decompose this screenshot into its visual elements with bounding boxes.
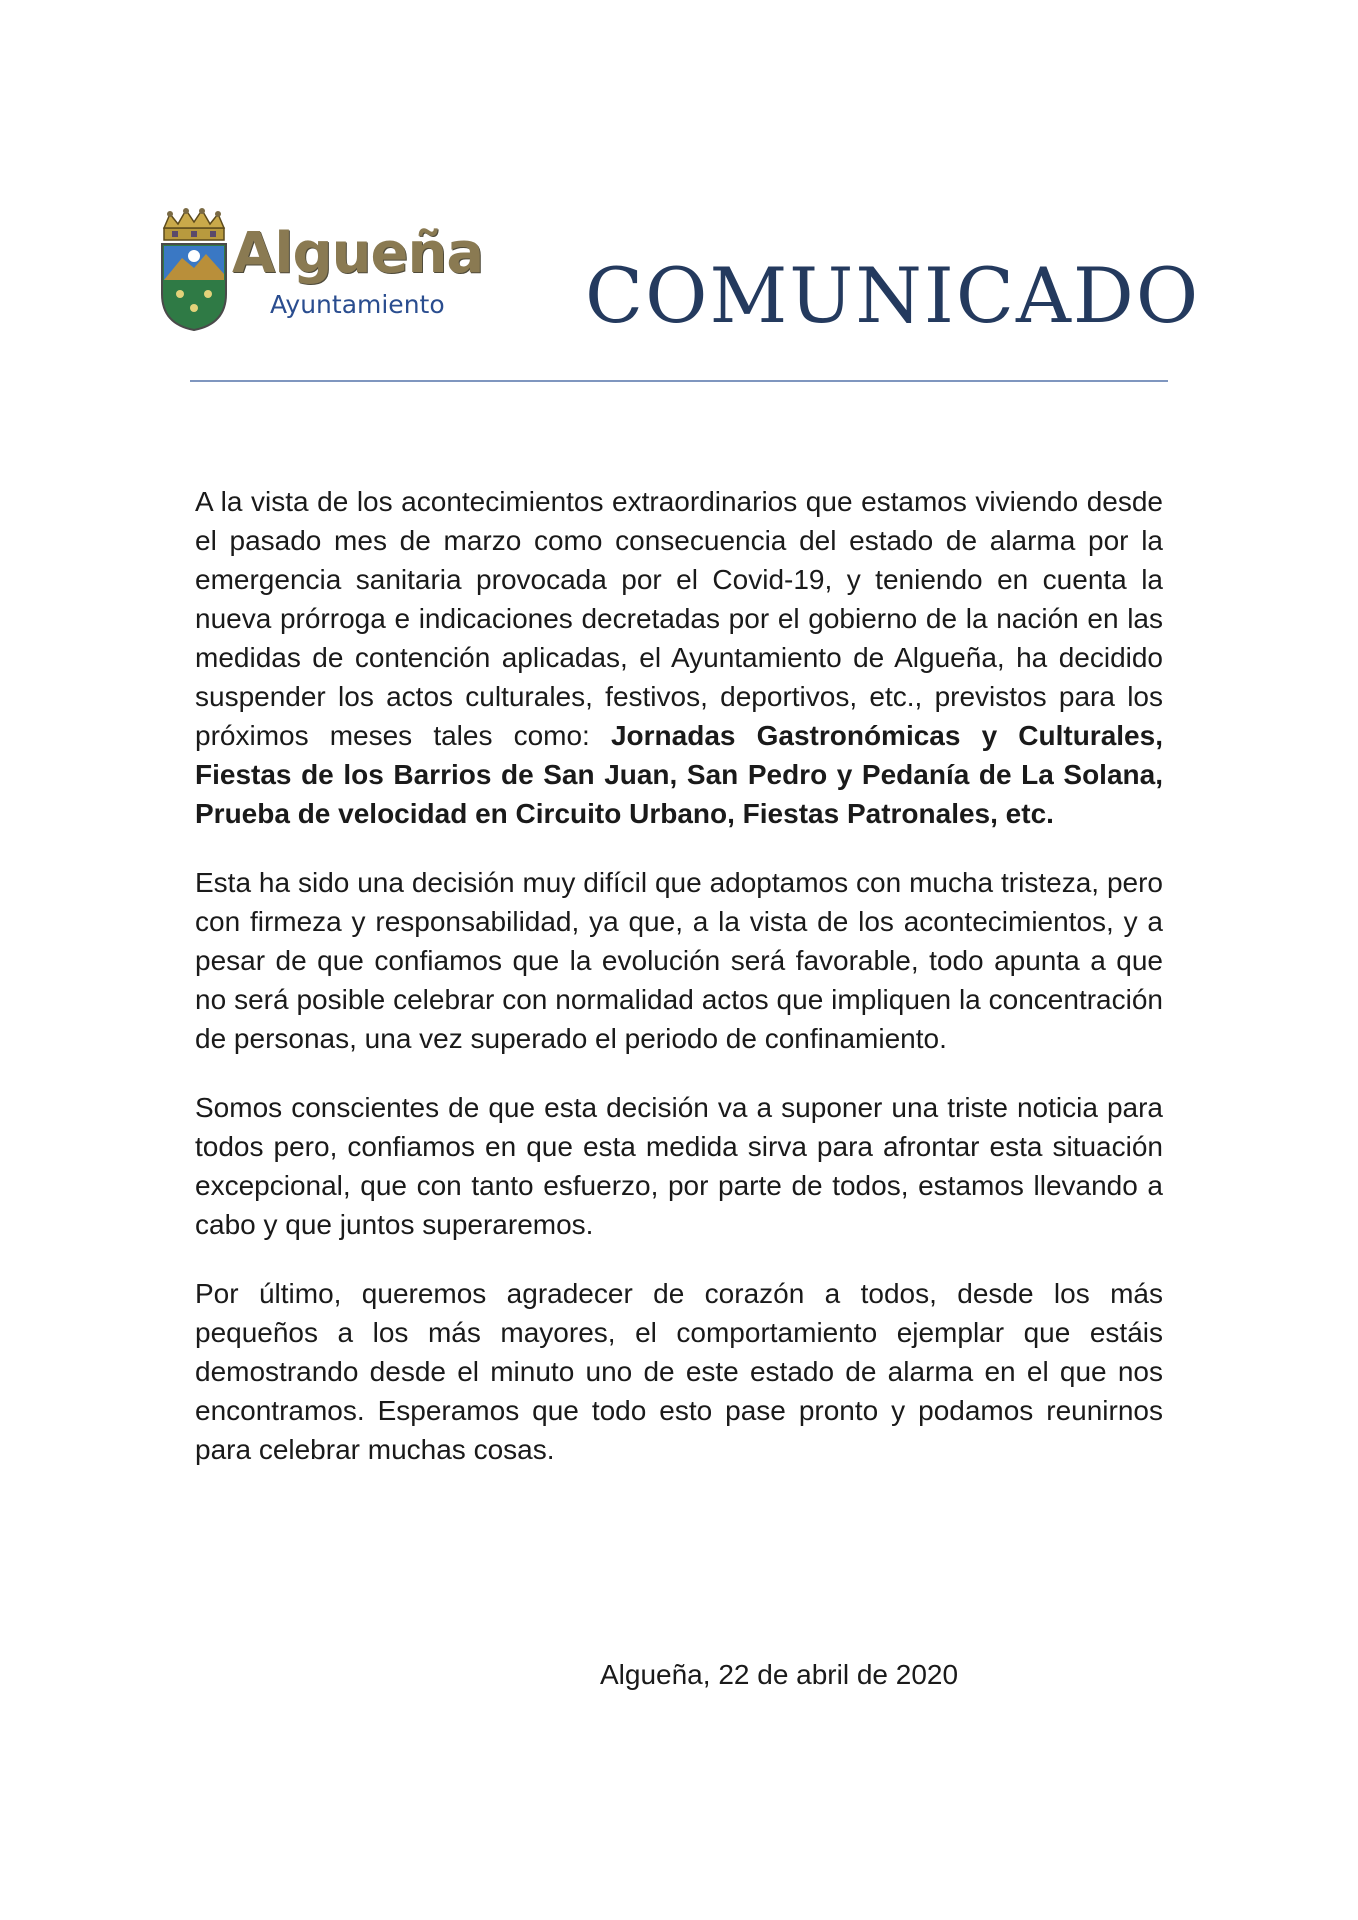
document-body	[195, 482, 1163, 1499]
paragraph-1	[195, 482, 1163, 833]
logo-subtitle: Ayuntamiento	[270, 290, 445, 319]
paragraph-3: Somos conscientes de que esta decisión va a suponer una triste noticia para todos pero, confiamos en que esta medida sirva para afrontar esta situación excepcional, que con tanto esfuerzo, por parte de todos, estamos llevando a cabo y que juntos superaremos.	[195, 1092, 1163, 1240]
signature-date: Algueña, 22 de abril de 2020	[600, 1659, 959, 1690]
paragraph-4: Por último, queremos agradecer de corazón a todos, desde los más pequeños a los más mayores, el comportamiento ejemplar que estáis demostrando desde el minuto uno de este estado de alarma en el que nos encontramos. Esperamos que todo esto pase pronto y podamos reunirnos para celebrar muchas cosas.	[195, 1278, 1163, 1465]
document-title: COMUNICADO	[585, 251, 1201, 340]
coat-of-arms-icon	[158, 208, 230, 332]
shield-icon	[162, 244, 226, 330]
paragraph-2: Esta ha sido una decisión muy difícil que adoptamos con mucha tristeza, pero con firmeza y responsabilidad, ya que, a la vista de los acontecimientos, y a pesar de que confiamos que la evolución será favorable, todo apunta a que no será posible celebrar con normalidad actos que impliquen la concentración de personas, una vez superado el periodo de confinamiento.	[195, 867, 1163, 1054]
paragraph-1-intro: A la vista de los acontecimientos extraordinarios que estamos viviendo desde el pasado mes de marzo como consecuencia del estado de alarma por la emergencia sanitaria provocada por el Covid-19, y teniendo en cuenta la nueva prórroga e indicaciones decretadas por el gobierno de la nación en las medidas de contención aplicadas, el Ayuntamiento de Algueña, ha decidido suspender los actos culturales, festivos, deportivos, etc., previstos para los próximos meses tales como:	[195, 486, 1163, 751]
municipality-logo	[158, 208, 488, 338]
suspended-events-list: Jornadas Gastronómicas y Culturales, Fiestas de los Barrios de San Juan, San Pedro y Pedanía de La Solana, Prueba de velocidad en Circuito Urbano, Fiestas Patronales, etc.	[195, 720, 1163, 829]
header-divider	[190, 380, 1168, 382]
crown-icon	[164, 208, 224, 240]
logo-name: Algueña	[232, 221, 484, 286]
